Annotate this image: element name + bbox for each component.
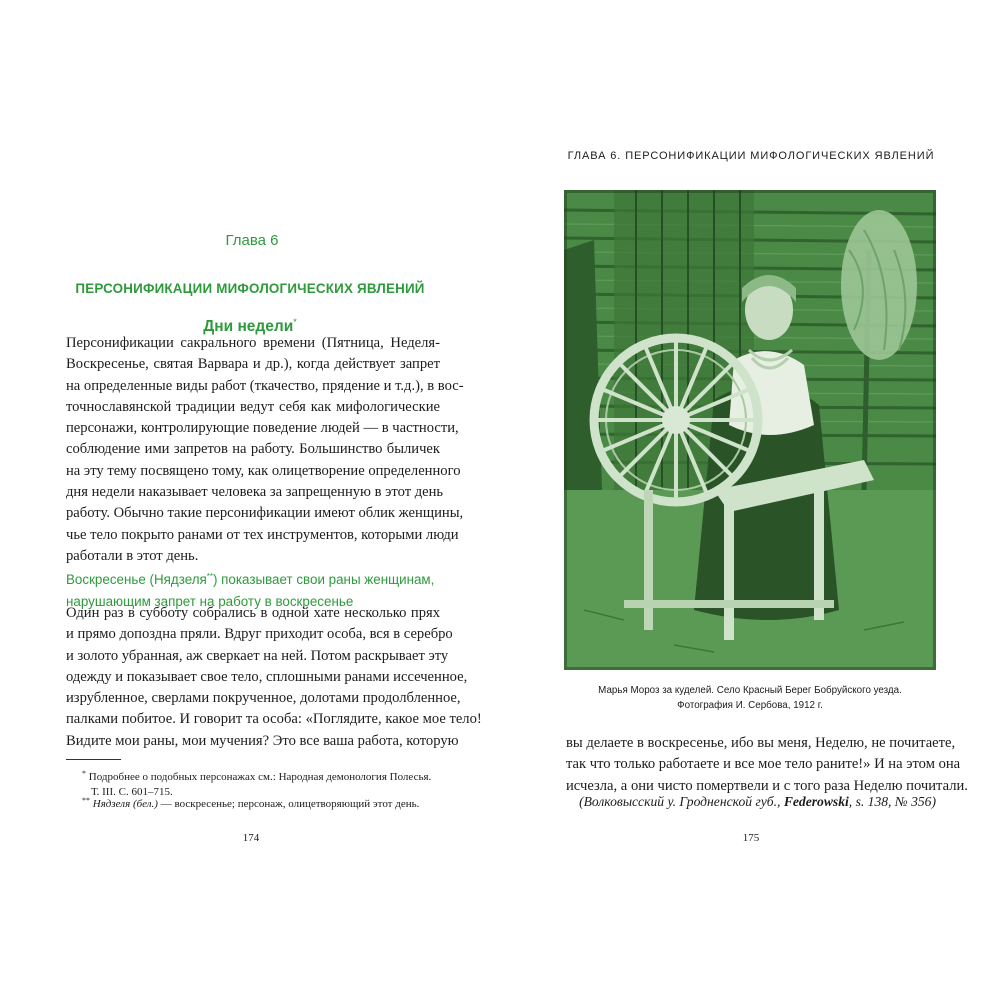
caption-line: Марья Мороз за куделей. Село Красный Берег Бобруйского уезда. bbox=[598, 685, 902, 696]
footnote-mark: ** bbox=[206, 572, 213, 581]
footnote-text: Т. III. С. 601–715. bbox=[91, 785, 173, 798]
photo-woman-at-spinning-wheel bbox=[564, 190, 936, 670]
text-line: точнославянской традиции ведут себя как мифологические bbox=[66, 398, 440, 415]
footnote-text: Подробнее о подобных персонажах см.: Народная демонология Полесья. bbox=[88, 771, 432, 783]
text-line: изрубленное, сверлами покрученное, долотами продолбленное, bbox=[66, 690, 461, 707]
text-line: дня недели наказывает человека за запрещенную в этот день bbox=[66, 484, 444, 501]
story-heading-line bbox=[66, 566, 440, 591]
footnote-text: — воскресенье; персонаж, олицетворяющий этот день. bbox=[157, 798, 420, 810]
footnote-2 bbox=[82, 794, 419, 812]
text-line: вы делаете в воскресенье, ибо вы меня, Неделю, не почитаете, bbox=[566, 735, 956, 751]
footnote-lang: (бел.) bbox=[132, 798, 158, 810]
source-author: Federowski bbox=[783, 794, 849, 809]
intro-paragraph bbox=[66, 333, 464, 567]
text-line: на эту тему посвящено тому, как олицетворение определенного bbox=[66, 462, 461, 479]
text-line: соблюдение ими запретов на работу. Большинство быличек bbox=[66, 441, 440, 458]
chapter-title: ПЕРСОНИФИКАЦИИ МИФОЛОГИЧЕСКИХ ЯВЛЕНИЙ bbox=[75, 281, 425, 296]
footnote-line bbox=[82, 767, 431, 785]
story-paragraph bbox=[66, 603, 482, 752]
caption-line: Фотография И. Сербова, 1912 г. bbox=[677, 700, 823, 711]
text-line: одежду и показывает свое тело, сплошными ранами иссеченное, bbox=[66, 668, 468, 685]
footnote-mark: ** bbox=[82, 796, 90, 805]
page-number: 174 bbox=[242, 832, 260, 844]
running-header: ГЛАВА 6. ПЕРСОНИФИКАЦИИ МИФОЛОГИЧЕСКИХ ЯВЛЕНИЙ bbox=[567, 150, 935, 162]
source-text: , s. 138, № 356) bbox=[848, 794, 936, 809]
text-line: работу. Обычно такие персонификации имеют облик женщины, bbox=[66, 505, 464, 522]
text-line: Воскресенье, святая Варвара и др.), когда действует запрет bbox=[66, 356, 440, 373]
footnote-divider bbox=[66, 759, 121, 760]
photo-caption bbox=[572, 683, 928, 713]
text-line: Персонификации сакрального времени (Пятница, Неделя- bbox=[66, 335, 440, 351]
text-line: чье тело покрыто ранами от тех инструментов, которыми люди bbox=[66, 526, 459, 543]
text-line: исчезла, а они чисто помертвели и с того раза Неделю почитали. bbox=[566, 777, 968, 794]
story-heading-text: ) показывает свои раны женщинам, bbox=[213, 572, 435, 587]
page-number: 175 bbox=[742, 832, 760, 844]
section-title-text: Дни недели bbox=[203, 318, 294, 335]
text-line: на определенные виды работ (ткачество, прядение и т.д.), в вос- bbox=[66, 377, 464, 394]
story-continuation-paragraph bbox=[566, 733, 968, 797]
story-heading-text: Воскресенье (Нядзеля bbox=[66, 572, 207, 587]
chapter-label: Глава 6 bbox=[225, 232, 279, 249]
text-line: Видите мои раны, мои мучения? Это все ваша работа, которую bbox=[66, 732, 459, 749]
text-line: работали в этот день. bbox=[66, 547, 199, 564]
text-line: палками побитое. И говорит та особа: «Поглядите, какое мое тело! bbox=[66, 711, 482, 728]
story-heading-line: нарушающим запрет на работу в воскресенье bbox=[66, 593, 354, 609]
source-citation bbox=[566, 791, 936, 812]
footnote-mark: * bbox=[293, 317, 297, 327]
text-line: Один раз в субботу собрались в одной хате несколько прях bbox=[66, 605, 440, 621]
footnote-mark: * bbox=[82, 769, 86, 778]
text-line: и прямо допоздна пряли. Вдруг приходит особа, вся в серебро bbox=[66, 626, 453, 643]
source-text: (Волковысский у. Гродненской губ., bbox=[579, 794, 784, 809]
text-line: так что только работаете и все мое тело раните!» И на этом она bbox=[566, 756, 961, 773]
text-line: и золото убранная, аж сверкает на ней. Потом раскрывает эту bbox=[66, 647, 449, 664]
text-line: персонажи, контролирующие поведение людей — в частности, bbox=[66, 420, 459, 437]
footnote-term: Нядзеля bbox=[92, 798, 131, 810]
